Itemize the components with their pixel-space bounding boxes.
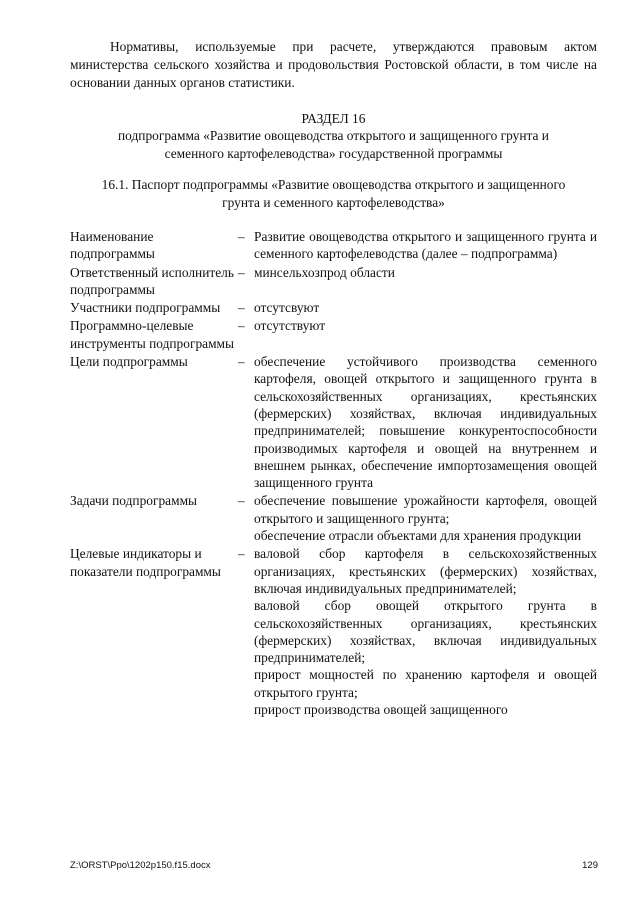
- row-value-paragraph: отсутствуют: [254, 318, 326, 334]
- row-dash: –: [238, 300, 245, 316]
- row-value: [254, 228, 597, 263]
- section-subtitle: подпрограмма «Развитие овощеводства открытого и защищенного грунта и семенного картофелеводства» государственной программы: [118, 128, 549, 161]
- row-dash: –: [238, 493, 245, 509]
- row-value: [254, 264, 597, 299]
- row-dash: –: [238, 318, 245, 334]
- row-value-paragraph: прирост мощностей по хранению картофеля и овощей открытого грунта;: [254, 667, 597, 700]
- footer-file-path: Z:\ORST\Ppo\1202p150.f15.docx: [70, 860, 211, 871]
- row-value-paragraph: валовой сбор картофеля в сельскохозяйственных организациях, крестьянских (фермерских) хозяйствах, включая индивидуальных предпринимателей;: [254, 546, 597, 596]
- intro-paragraph: Нормативы, используемые при расчете, утверждаются правовым актом министерства сельского хозяйства и продовольствия Ростовской области, в том числе на основании данных органов статистики.: [70, 39, 597, 90]
- row-value-paragraph: валовой сбор овощей открытого грунта в сельскохозяйственных организациях, крестьянских (фермерских) хозяйствах, включая индивидуальных предпринимателей;: [254, 598, 597, 666]
- row-value-paragraph: прирост производства овощей защищенного: [254, 702, 508, 718]
- row-dash: –: [238, 546, 245, 562]
- row-dash: –: [238, 264, 245, 280]
- passport-row: [70, 228, 597, 263]
- passport-row: [70, 264, 597, 299]
- row-value-paragraph: обеспечение отрасли объектами для хранения продукции: [254, 528, 582, 544]
- row-dash: –: [238, 354, 245, 370]
- row-label: Цели подпрограммы: [70, 354, 188, 370]
- passport-row: [70, 353, 597, 491]
- row-dash: –: [238, 229, 245, 244]
- row-value-paragraph: Развитие овощеводства открытого и защищенного грунта и семенного картофелеводства (далее – подпрограмма): [254, 229, 597, 262]
- passport-row: [70, 299, 597, 316]
- passport-title: 16.1. Паспорт подпрограммы «Развитие овощеводства открытого и защищенного грунта и семенного картофелеводства»: [101, 177, 566, 210]
- page-number: 129: [582, 860, 598, 871]
- row-value-paragraph: обеспечение повышение урожайности картофеля, овощей открытого и защищенного грунта;: [254, 493, 597, 526]
- row-label: Программно-целевые инструменты подпрограммы: [70, 318, 235, 351]
- row-label: Наименование подпрограммы: [70, 229, 155, 262]
- row-value: [254, 317, 597, 352]
- passport-row: [70, 317, 597, 352]
- passport-table: [70, 228, 597, 719]
- passport-row: [70, 492, 597, 544]
- row-value: [254, 545, 597, 718]
- row-value: [254, 492, 597, 544]
- row-label: Задачи подпрограммы: [70, 493, 198, 509]
- row-value: [254, 353, 597, 491]
- row-label: Целевые индикаторы и показатели подпрограммы: [70, 546, 221, 579]
- row-label: Ответственный исполнитель подпрограммы: [70, 264, 234, 297]
- row-value-paragraph: обеспечение устойчивого производства семенного картофеля, овощей открытого и защищенного грунта в сельскохозяйственных организациях, крестьянских (фермерских) хозяйствах, включая индивидуальных предпринимателей; повышение конкурентоспособности производимых картофеля и овощей на внутреннем и внешнем рынках, обеспечение импортозамещения овощей защищенного грунта: [254, 354, 597, 491]
- section-title: РАЗДЕЛ 16: [301, 111, 366, 126]
- row-value-paragraph: минсельхозпрод области: [254, 264, 395, 280]
- row-label: Участники подпрограммы: [70, 300, 221, 316]
- passport-row: [70, 545, 597, 718]
- row-value: [254, 299, 597, 316]
- row-value-paragraph: отсутсвуют: [254, 300, 320, 316]
